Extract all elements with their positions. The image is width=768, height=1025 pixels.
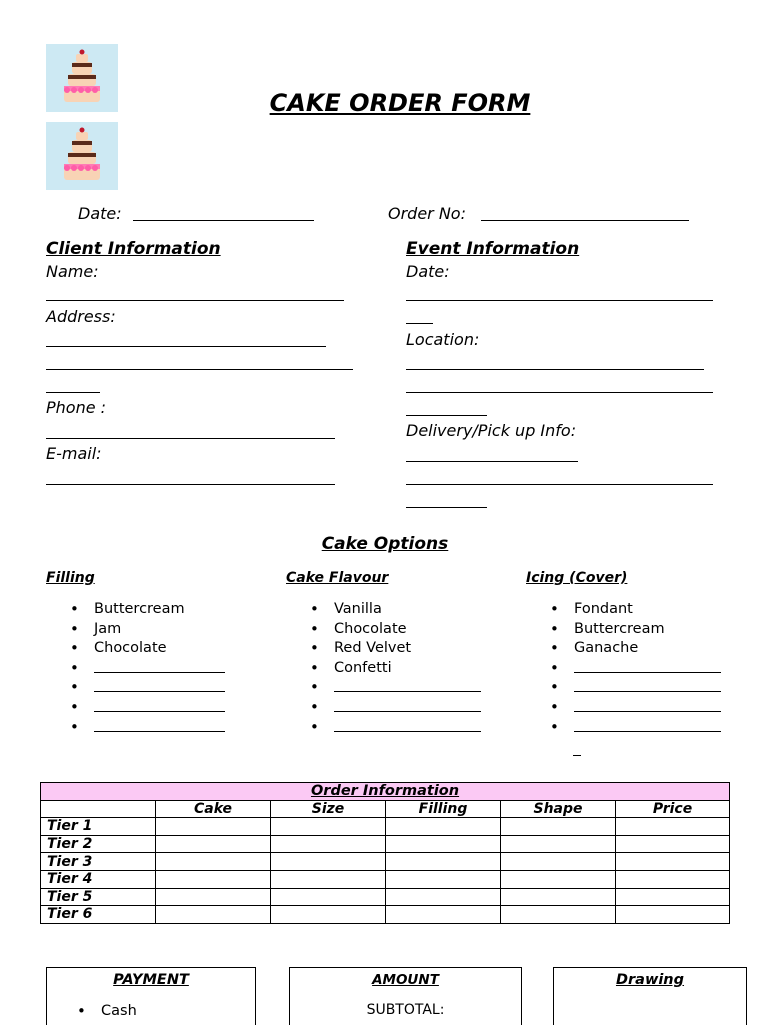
table-cell[interactable] xyxy=(501,906,616,924)
payment-heading: PAYMENT xyxy=(113,972,189,988)
table-cell[interactable] xyxy=(616,853,730,871)
icing-blank[interactable] xyxy=(528,698,748,718)
icing-option: • Ganache xyxy=(528,639,748,659)
tier-label: Tier 1 xyxy=(41,818,156,836)
table-cell[interactable] xyxy=(501,818,616,836)
date-label: Date: xyxy=(78,204,122,223)
order-no-label: Order No: xyxy=(388,204,466,223)
table-cell[interactable] xyxy=(501,870,616,888)
event-location-field-2[interactable] xyxy=(406,392,713,393)
filling-option: • Chocolate xyxy=(48,639,268,659)
column-header: Cake xyxy=(156,800,271,818)
event-date-field-2[interactable] xyxy=(406,323,433,324)
column-header: Filling xyxy=(386,800,501,818)
table-cell[interactable] xyxy=(271,906,386,924)
table-cell[interactable] xyxy=(386,853,501,871)
table-row xyxy=(41,853,730,871)
tier-label: Tier 2 xyxy=(41,835,156,853)
client-email-field[interactable] xyxy=(46,484,335,485)
table-cell[interactable] xyxy=(386,888,501,906)
column-header: Size xyxy=(271,800,386,818)
filling-heading: Filling xyxy=(46,570,95,586)
event-delivery-field-1[interactable] xyxy=(406,461,578,462)
filling-blank[interactable] xyxy=(48,718,268,738)
payment-option-cash[interactable]: • Cash xyxy=(55,1002,245,1022)
client-phone-field[interactable] xyxy=(46,438,335,439)
table-row xyxy=(41,818,730,836)
tier-label: Tier 6 xyxy=(41,906,156,924)
amount-heading: AMOUNT xyxy=(372,972,439,988)
table-cell[interactable] xyxy=(616,818,730,836)
table-cell[interactable] xyxy=(501,835,616,853)
icing-blank-overflow[interactable] xyxy=(573,755,581,756)
form-title: CAKE ORDER FORM xyxy=(269,89,531,117)
table-cell[interactable] xyxy=(271,835,386,853)
event-date-field-1[interactable] xyxy=(406,300,713,301)
column-header: Price xyxy=(616,800,730,818)
event-delivery-field-2[interactable] xyxy=(406,484,713,485)
client-info-heading: Client Information xyxy=(46,239,221,259)
table-cell[interactable] xyxy=(616,888,730,906)
tier-label: Tier 3 xyxy=(41,853,156,871)
order-info-header-row xyxy=(41,800,730,818)
filling-list xyxy=(48,600,268,737)
tier-label: Tier 4 xyxy=(41,870,156,888)
subtotal-label: SUBTOTAL: xyxy=(366,1002,445,1018)
event-date-label: Date: xyxy=(406,262,450,281)
table-cell[interactable] xyxy=(156,818,271,836)
client-name-label: Name: xyxy=(46,262,99,281)
flavour-option: • Confetti xyxy=(288,659,508,679)
icing-blank[interactable] xyxy=(528,718,748,738)
order-info-heading: Order Information xyxy=(41,783,730,801)
event-delivery-field-3[interactable] xyxy=(406,507,487,508)
cake-options-heading: Cake Options xyxy=(321,534,449,554)
event-location-label: Location: xyxy=(406,330,480,349)
client-phone-label: Phone : xyxy=(46,398,107,417)
icing-blank[interactable] xyxy=(528,659,748,679)
payment-list xyxy=(55,1002,245,1022)
table-cell[interactable] xyxy=(501,853,616,871)
amount-box xyxy=(289,967,522,1025)
table-cell[interactable] xyxy=(156,870,271,888)
flavour-option: • Vanilla xyxy=(288,600,508,620)
drawing-box[interactable] xyxy=(553,967,747,1025)
event-info-heading: Event Information xyxy=(406,239,580,259)
table-cell[interactable] xyxy=(156,888,271,906)
flavour-heading: Cake Flavour xyxy=(286,570,389,586)
tier-label: Tier 5 xyxy=(41,888,156,906)
table-cell[interactable] xyxy=(271,888,386,906)
client-name-field[interactable] xyxy=(46,300,344,301)
filling-blank[interactable] xyxy=(48,659,268,679)
flavour-list xyxy=(288,600,508,737)
cake-image-2 xyxy=(46,122,118,190)
flavour-blank[interactable] xyxy=(288,678,508,698)
table-cell[interactable] xyxy=(156,853,271,871)
filling-blank[interactable] xyxy=(48,678,268,698)
date-field[interactable] xyxy=(133,220,314,221)
flavour-option: • Chocolate xyxy=(288,620,508,640)
table-row xyxy=(41,870,730,888)
table-row xyxy=(41,888,730,906)
client-address-label: Address: xyxy=(46,307,116,326)
table-row xyxy=(41,835,730,853)
table-cell[interactable] xyxy=(156,835,271,853)
client-address-field-3[interactable] xyxy=(46,392,100,393)
icing-option: • Buttercream xyxy=(528,620,748,640)
event-location-field-3[interactable] xyxy=(406,415,487,416)
icing-heading: Icing (Cover) xyxy=(526,570,628,586)
filling-option: • Buttercream xyxy=(48,600,268,620)
table-row xyxy=(41,906,730,924)
icing-blank[interactable] xyxy=(528,678,748,698)
client-address-field-2[interactable] xyxy=(46,369,353,370)
column-header: Shape xyxy=(501,800,616,818)
table-cell[interactable] xyxy=(386,818,501,836)
table-cell[interactable] xyxy=(271,870,386,888)
drawing-heading: Drawing xyxy=(615,972,685,988)
event-delivery-label: Delivery/Pick up Info: xyxy=(406,421,577,440)
table-cell[interactable] xyxy=(616,906,730,924)
icing-list xyxy=(528,600,748,737)
table-cell[interactable] xyxy=(386,906,501,924)
flavour-option: • Red Velvet xyxy=(288,639,508,659)
table-cell[interactable] xyxy=(501,888,616,906)
table-cell[interactable] xyxy=(271,853,386,871)
table-cell[interactable] xyxy=(386,835,501,853)
client-address-field-1[interactable] xyxy=(46,346,326,347)
payment-box xyxy=(46,967,256,1025)
table-cell[interactable] xyxy=(616,835,730,853)
flavour-blank[interactable] xyxy=(288,698,508,718)
table-cell[interactable] xyxy=(386,870,501,888)
table-cell[interactable] xyxy=(156,906,271,924)
client-email-label: E-mail: xyxy=(46,444,102,463)
order-info-table xyxy=(40,782,730,924)
event-location-field-1[interactable] xyxy=(406,369,704,370)
table-cell[interactable] xyxy=(616,870,730,888)
icing-option: • Fondant xyxy=(528,600,748,620)
filling-option: • Jam xyxy=(48,620,268,640)
order-no-field[interactable] xyxy=(481,220,689,221)
table-cell[interactable] xyxy=(271,818,386,836)
column-header xyxy=(41,800,156,818)
flavour-blank[interactable] xyxy=(288,718,508,738)
filling-blank[interactable] xyxy=(48,698,268,718)
